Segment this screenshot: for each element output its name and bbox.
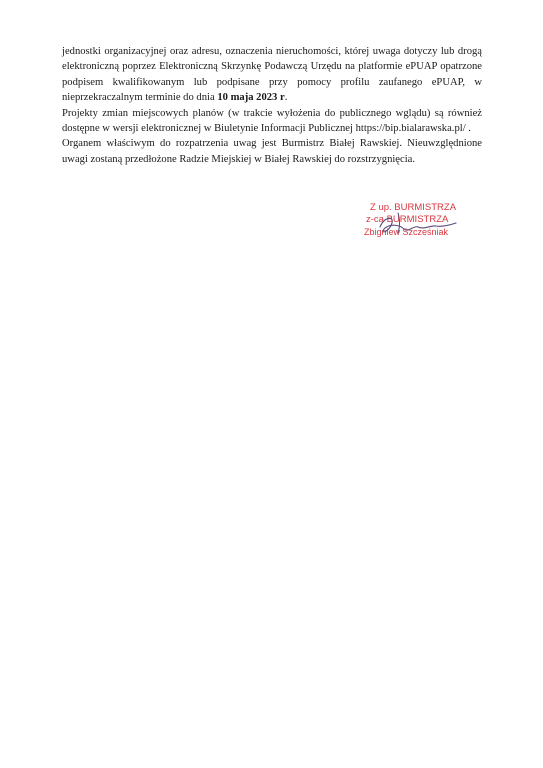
paragraph-competent-authority: Organem właściwym do rozpatrzenia uwag jest Burmistrz Białej Rawskiej. Nieuwzględnione uwagi zostaną przedłożone Radzie Miejskiej w Białej Rawskiej do rozstrzygnięcia. [62,138,482,165]
stamp-line-deputy: z-ca BURMISTRZA [366,214,449,225]
document-body [62,44,482,167]
period: . [284,92,288,104]
deadline-date: 10 maja 2023 r [217,92,285,104]
stamp-line-authorization: Z up. BURMISTRZA [370,202,457,213]
submission-text: jednostki organizacyjnej oraz adresu, oznaczenia nieruchomości, której uwaga dotyczy lub drogą elektroniczną poprzez Elektroniczną Skrzynkę Podawczą Urzędu na platformie ePUAP opatrzone podpisem kwalifikowanym lub podpisane przy pomocy profilu zaufanego ePUAP, w nieprzekraczalnym terminie do dnia [62,46,482,104]
paragraph-projects-availability: Projekty zmian miejscowych planów (w trakcie wyłożenia do publicznego wglądu) są również dostępne w wersji elektronicznej w Biuletynie Informacji Publicznej https://bip.bialarawska.pl/ . [62,107,482,135]
stamp-line-name: Zbigniew Szcześniak [364,227,449,237]
handwritten-signature [370,203,460,243]
paragraph-submission-method [62,44,482,106]
